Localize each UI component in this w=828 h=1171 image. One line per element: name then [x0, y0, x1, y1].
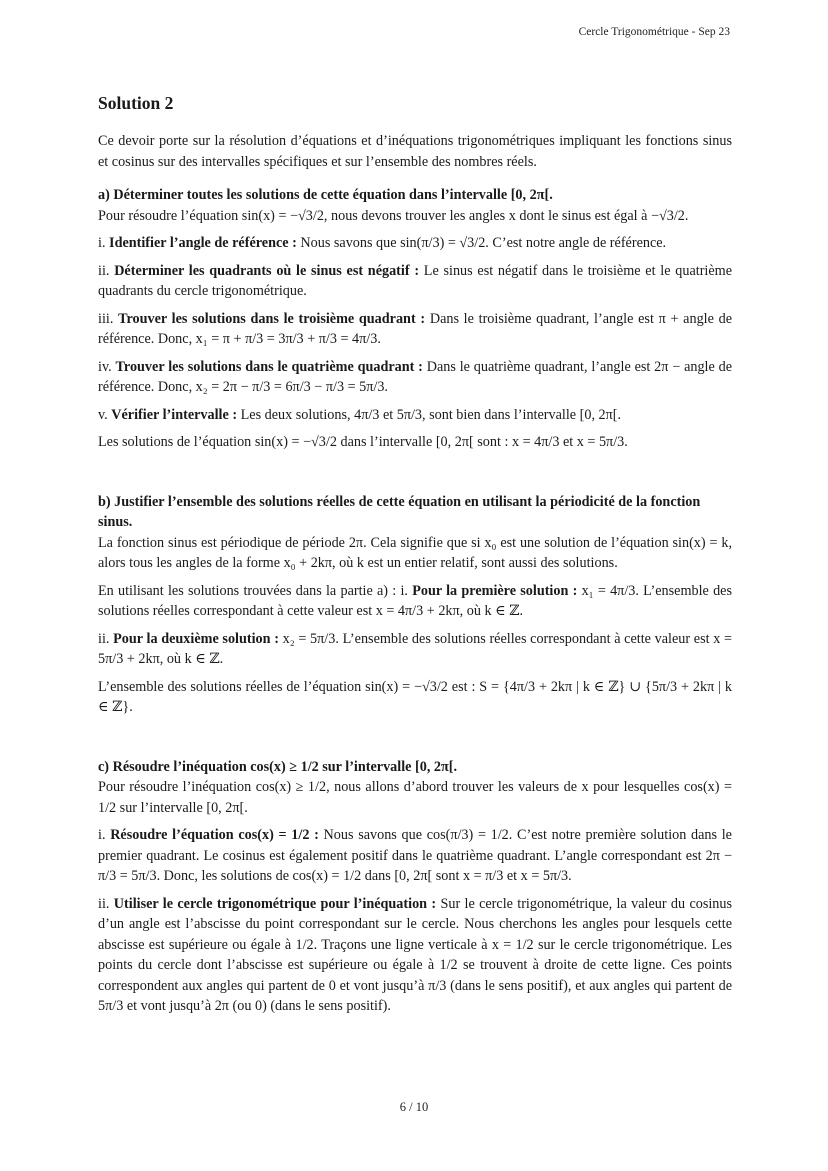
paragraph-bold: Pour la deuxième solution : [113, 630, 279, 647]
paragraph-prefix: En utilisant les solutions trouvées dans la partie a) : i. [98, 582, 413, 599]
paragraph-prefix: ii. [98, 630, 114, 647]
part-a-conclusion: Les solutions de l’équation sin(x) = −√3/2 dans l’intervalle [0, 2π[ sont : x = 4π/3 et x = 5π/3. [98, 434, 628, 450]
step-text: Les deux solutions, 4π/3 et 5π/3, sont bien dans l’intervalle [0, 2π[. [237, 406, 622, 423]
step-label: i. [98, 827, 111, 843]
paragraph-text: x₁ = 4π/3. L’ensemble des solutions réelles correspondant à cette valeur est x = 4π/3 + 2kπ, où k ∈ ℤ. [98, 582, 732, 619]
step-label: v. [98, 406, 112, 423]
part-a-step-3 [98, 309, 732, 350]
step-label: i. [98, 235, 110, 251]
step-text: Dans le quatrième quadrant, l’angle est 2π − angle de référence. Donc, x₂ = 2π − π/3 = 6π/3 − π/3 = 5π/3. [98, 358, 733, 395]
paragraph-bold: Pour la première solution : [412, 582, 578, 599]
step-label: ii. [98, 895, 114, 912]
section-spacer [98, 725, 732, 757]
part-c-step-1 [98, 825, 732, 887]
solution-title: Solution 2 [98, 93, 174, 113]
part-b-lead: La fonction sinus est périodique de période 2π. Cela signifie que si x₀ est une solution de l’équation sin(x) = k, alors tous les angles de la forme x₀ + 2kπ, où k est un entier relatif, sont aussi des solutions. [98, 534, 732, 571]
step-title: Trouver les solutions dans le troisième quadrant : [118, 310, 426, 327]
part-a-step-4 [98, 357, 732, 398]
step-text: Le sinus est négatif dans le troisième et le quatrième quadrants du cercle trigonométrique. [98, 262, 732, 299]
step-text: Nous savons que cos(π/3) = 1/2. C’est notre première solution dans le premier quadrant. Le cosinus est également positif dans le quatrième quadrant. L’angle correspondant est 2π − π/3 = 5π/3. Donc, les solutions de cos(x) = 1/2 dans [0, 2π[ sont x = π/3 et x = 5π/3. [98, 827, 732, 884]
step-label: iii. [98, 310, 119, 327]
part-a-lead: Pour résoudre l’équation sin(x) = −√3/2, nous devons trouver les angles x dont le sinus est égal à −√3/2. [98, 207, 689, 224]
running-header: Cercle Trigonométrique - Sep 23 [578, 26, 730, 38]
part-a-heading: a) Déterminer toutes les solutions de cette équation dans l’intervalle [0, 2π[. [98, 187, 553, 203]
document-body [98, 92, 732, 1024]
step-title: Identifier l’angle de référence : [109, 235, 297, 251]
part-a-step-1 [98, 233, 732, 254]
part-b-heading: b) Justifier l’ensemble des solutions réelles de cette équation en utilisant la périodicité de la fonction sinus. [98, 493, 701, 530]
paragraph-text: x₂ = 5π/3. L’ensemble des solutions réelles correspondant à cette valeur est x = 5π/3 + 2kπ, où k ∈ ℤ. [98, 630, 733, 667]
part-c-lead: Pour résoudre l’inéquation cos(x) ≥ 1/2, nous allons d’abord trouver les valeurs de x pour lesquelles cos(x) = 1/2 sur l’intervalle [0, 2π[. [98, 779, 732, 816]
page-number: 6 / 10 [399, 1100, 429, 1114]
step-text: Dans le troisième quadrant, l’angle est π + angle de référence. Donc, x₁ = π + π/3 = 3π/3 + π/3 = 4π/3. [98, 310, 732, 347]
step-text: Sur le cercle trigonométrique, la valeur du cosinus d’un angle est l’abscisse du point correspondant sur le cercle. Nous cherchons les angles pour lesquels cette abscisse est supérieure ou égale à 1/2. Traçons une ligne verticale à x = 1/2 sur le cercle trigonométrique. Les points du cercle dont l’abscisse est supérieure ou égale à 1/2 se trouvent à droite de cette ligne. Ces points correspondent aux angles qui partent de 0 et vont jusqu’à π/3 (dans le sens positif), et aux angles qui partent de 5π/3 et vont jusqu’à 2π (ou 0) (dans le sens positif). [98, 895, 733, 1014]
step-label: iv. [98, 358, 116, 375]
part-c-step-2 [98, 894, 732, 1017]
part-c-heading: c) Résoudre l’inéquation cos(x) ≥ 1/2 sur l’intervalle [0, 2π[. [98, 758, 458, 775]
step-text: Nous savons que sin(π/3) = √3/2. C’est notre angle de référence. [296, 235, 667, 251]
step-title: Vérifier l’intervalle : [111, 406, 238, 423]
intro-paragraph: Ce devoir porte sur la résolution d’équations et d’inéquations trigonométriques impliquant les fonctions sinus et cosinus sur des intervalles spécifiques et sur l’ensemble des nombres réels. [98, 133, 732, 170]
step-title: Résoudre l’équation cos(x) = 1/2 : [110, 827, 319, 843]
step-title: Trouver les solutions dans le quatrième quadrant : [115, 358, 423, 375]
step-title: Utiliser le cercle trigonométrique pour l’inéquation : [113, 895, 437, 912]
part-a-step-5 [98, 405, 732, 426]
part-a-step-2 [98, 261, 732, 302]
section-spacer [98, 460, 732, 492]
step-title: Déterminer les quadrants où le sinus est négatif : [114, 262, 420, 279]
part-b-first-solution [98, 581, 732, 622]
part-b-second-solution [98, 629, 732, 670]
step-label: ii. [98, 262, 115, 279]
part-b-conclusion: L’ensemble des solutions réelles de l’équation sin(x) = −√3/2 est : S = {4π/3 + 2kπ | k ∈ ℤ} ∪ {5π/3 + 2kπ | k ∈ ℤ}. [98, 678, 732, 715]
